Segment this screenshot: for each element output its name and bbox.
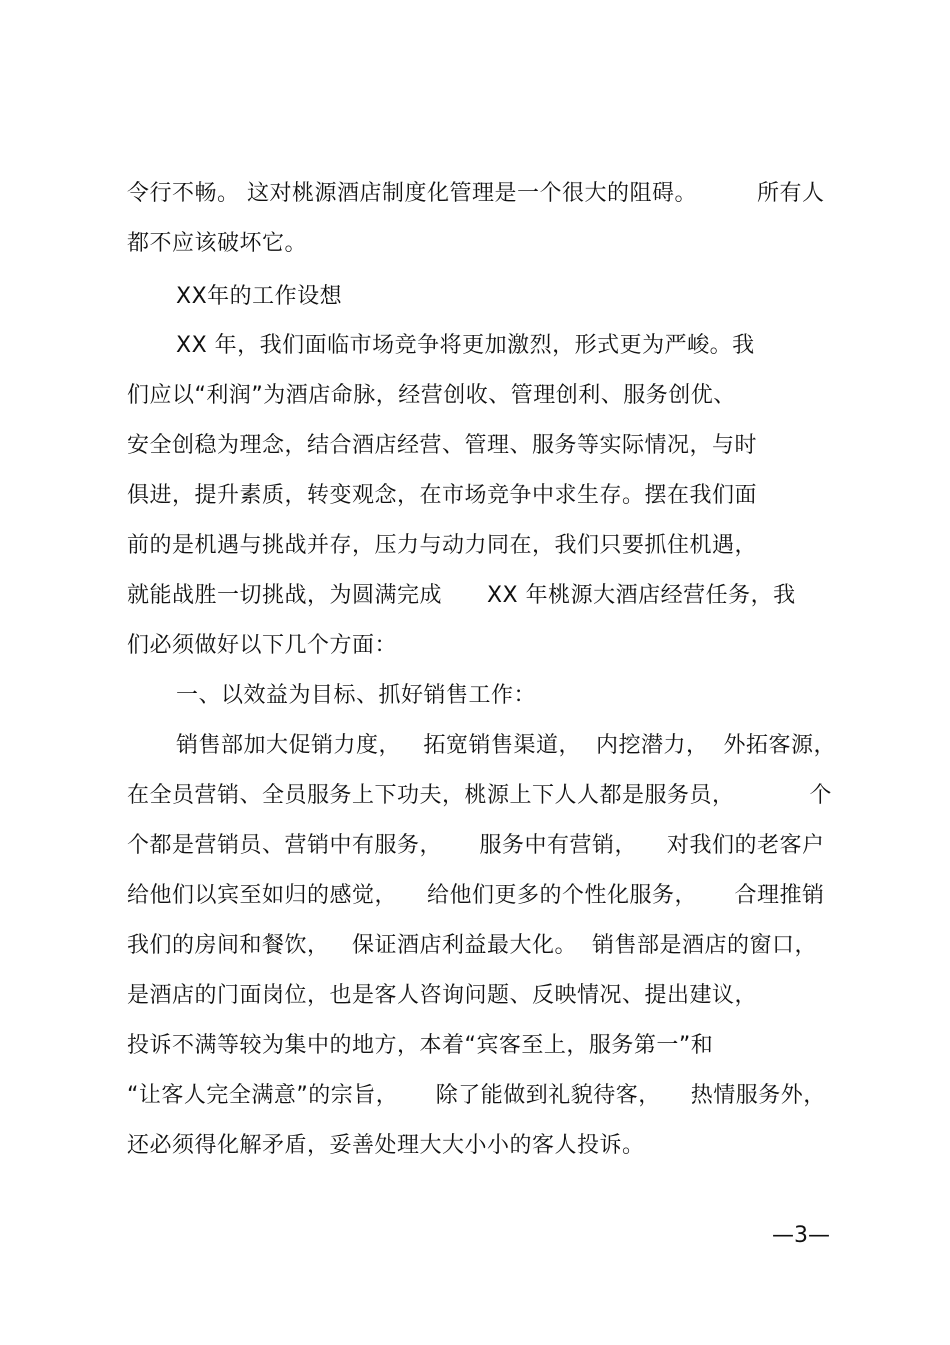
- paragraph-line: 给他们以宾至如归的感觉， 给他们更多的个性化服务， 合理推销: [127, 883, 825, 908]
- paragraph-line: 我们的房间和餐饮， 保证酒店利益最大化。 销售部是酒店的窗口，: [127, 933, 817, 958]
- paragraph-line: 们应以“利润”为酒店命脉，经营创收、管理创利、服务创优、: [127, 383, 736, 408]
- section-heading: XX年的工作设想: [176, 284, 343, 309]
- paragraph-line: XX 年，我们面临市场竞争将更加激烈，形式更为严峻。我: [176, 333, 755, 358]
- paragraph-line: 投诉不满等较为集中的地方，本着“宾客至上，服务第一”和: [127, 1033, 714, 1058]
- paragraph-line: 们必须做好以下几个方面：: [127, 633, 398, 658]
- paragraph-line: 还必须得化解矛盾，妥善处理大大小小的客人投诉。: [127, 1133, 645, 1158]
- paragraph-line: 是酒店的门面岗位，也是客人咨询问题、反映情况、提出建议，: [127, 983, 758, 1008]
- paragraph-line: 俱进，提升素质，转变观念，在市场竞争中求生存。摆在我们面: [127, 483, 758, 508]
- paragraph-line: 安全创稳为理念，结合酒店经营、管理、服务等实际情况，与时: [127, 433, 758, 458]
- paragraph-line: 销售部加大促销力度， 拓宽销售渠道， 内挖潜力， 外拓客源，: [176, 733, 836, 758]
- paragraph-line: 个都是营销员、营销中有服务， 服务中有营销， 对我们的老客户: [127, 833, 825, 858]
- paragraph-line: 前的是机遇与挑战并存，压力与动力同在，我们只要抓住机遇，: [127, 533, 758, 558]
- page-number: —3—: [772, 1223, 830, 1248]
- paragraph-line: 就能战胜一切挑战，为圆满完成 XX 年桃源大酒店经营任务，我: [127, 583, 796, 608]
- section-heading: 一、以效益为目标、抓好销售工作：: [176, 683, 537, 708]
- paragraph-line: 都不应该破坏它。: [127, 231, 308, 256]
- paragraph-line: 令行不畅。 这对桃源酒店制度化管理是一个很大的阻碍。 所有人: [127, 181, 825, 206]
- paragraph-line: 在全员营销、全员服务上下功夫，桃源上下人人都是服务员， 个: [127, 783, 832, 808]
- paragraph-line: “让客人完全满意”的宗旨， 除了能做到礼貌待客， 热情服务外，: [127, 1083, 826, 1108]
